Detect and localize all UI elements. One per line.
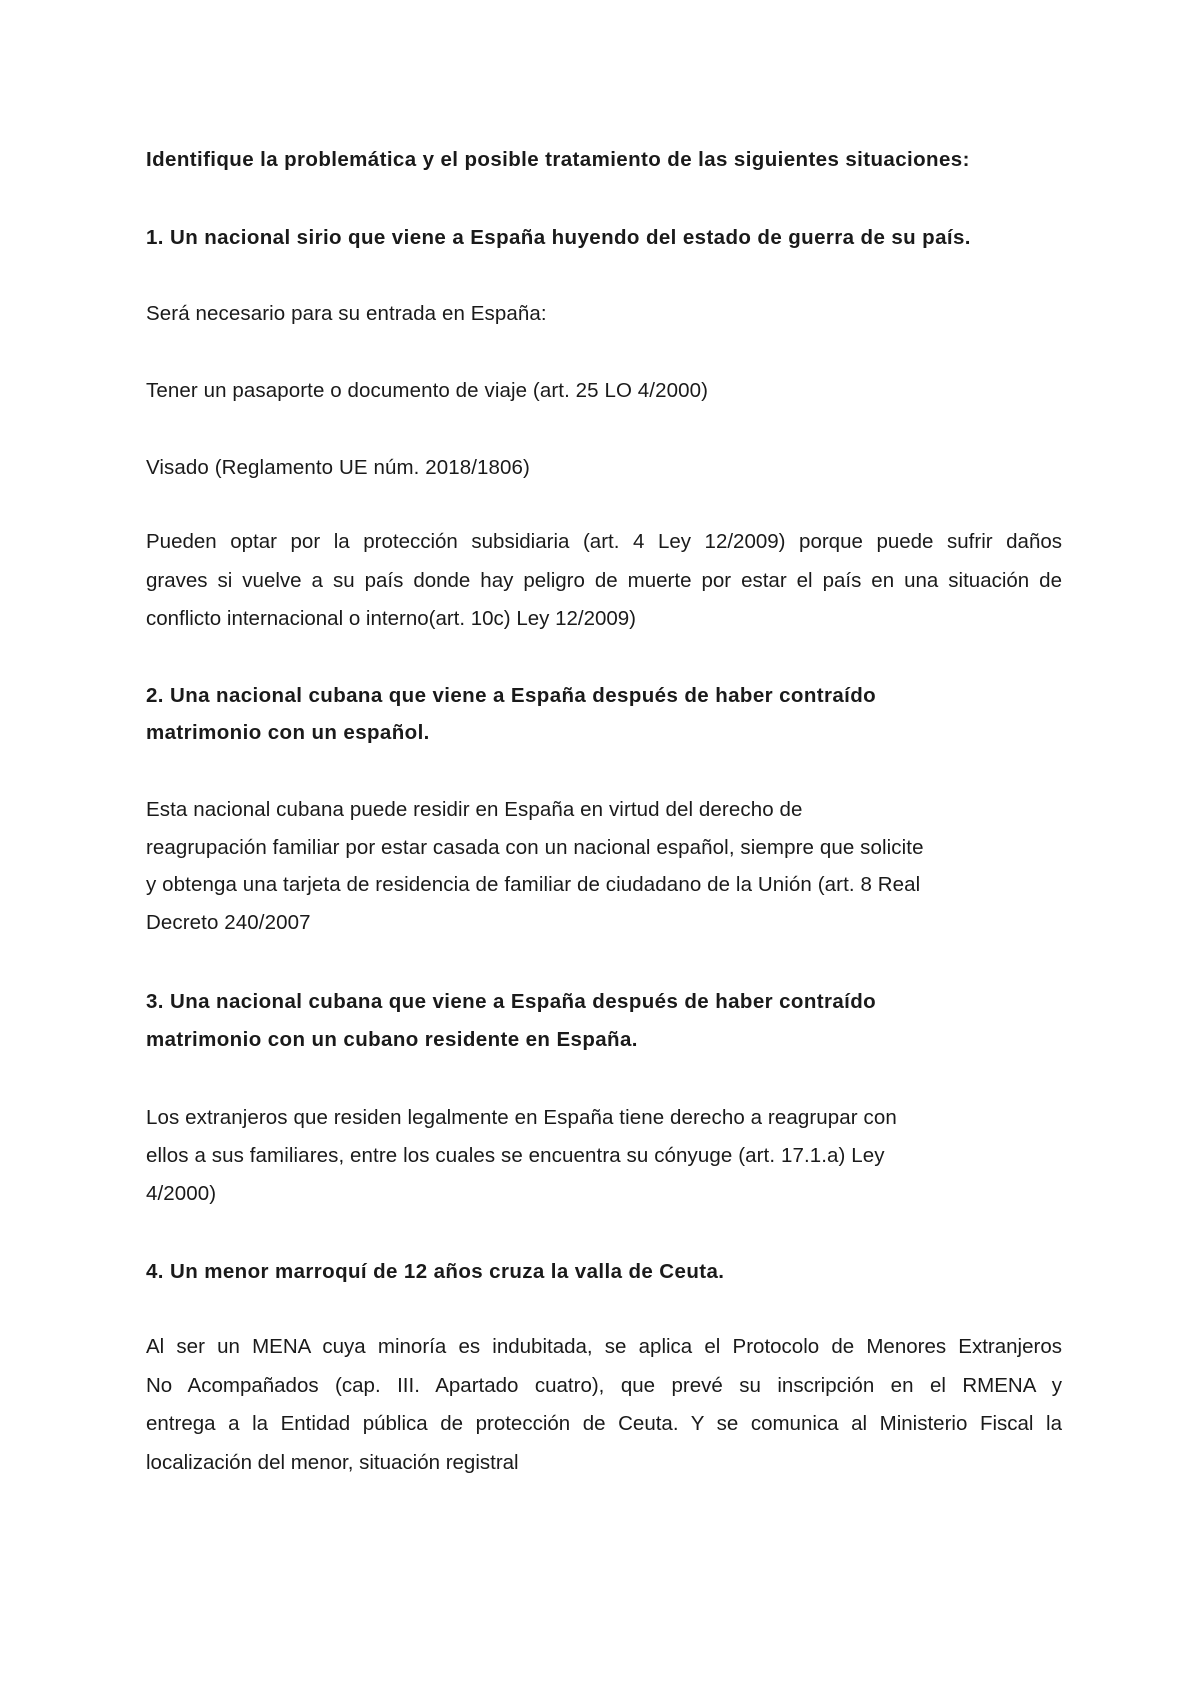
question-3-title-line: matrimonio con un cubano residente en España.	[146, 1028, 638, 1051]
question-2-title-line: matrimonio con un español.	[146, 721, 430, 744]
document-page	[146, 0, 1062, 1696]
question-4-answer-line: Al ser un MENA cuya minoría es indubitada, se aplica el Protocolo de Menores Extranjeros	[146, 1335, 1062, 1358]
question-2-title-line: 2. Una nacional cubana que viene a España después de haber contraído	[146, 684, 877, 707]
question-2-answer-line: y obtenga una tarjeta de residencia de familiar de ciudadano de la Unión (art. 8 Real	[146, 873, 921, 896]
question-4-answer-line: entrega a la Entidad pública de protección de Ceuta. Y se comunica al Ministerio Fiscal la	[146, 1412, 1062, 1435]
question-1-requirement-visa: Visado (Reglamento UE núm. 2018/1806)	[146, 456, 530, 479]
question-1-answer	[146, 523, 1062, 639]
question-3-title-line: 3. Una nacional cubana que viene a España después de haber contraído	[146, 990, 877, 1013]
question-4-answer-line: No Acompañados (cap. III. Apartado cuatro), que prevé su inscripción en el RMENA y	[146, 1373, 1062, 1397]
question-3-answer-line: ellos a sus familiares, entre los cuales se encuentra su cónyuge (art. 17.1.a) Ley	[146, 1144, 885, 1167]
question-3-answer-line: Los extranjeros que residen legalmente en España tiene derecho a reagrupar con	[146, 1106, 897, 1129]
question-1-title: 1. Un nacional sirio que viene a España huyendo del estado de guerra de su país.	[146, 226, 971, 249]
question-4-answer-line: localización del menor, situación registral	[146, 1450, 519, 1474]
question-1-answer-line: conflicto internacional o interno(art. 10c) Ley 12/2009)	[146, 607, 637, 630]
question-1-requirement-passport: Tener un pasaporte o documento de viaje (art. 25 LO 4/2000)	[146, 379, 709, 402]
question-4-answer	[146, 1328, 1062, 1482]
document-heading: Identifique la problemática y el posible tratamiento de las siguientes situaciones:	[146, 148, 970, 171]
question-2-answer-line: Decreto 240/2007	[146, 911, 311, 934]
question-4-title: 4. Un menor marroquí de 12 años cruza la valla de Ceuta.	[146, 1260, 725, 1283]
question-1-answer-line: graves si vuelve a su país donde hay peligro de muerte por estar el país en una situación de	[146, 568, 1062, 592]
question-1-intro: Será necesario para su entrada en España:	[146, 302, 547, 325]
question-2-answer-line: reagrupación familiar por estar casada con un nacional español, siempre que solicite	[146, 836, 924, 859]
question-1-answer-line: Pueden optar por la protección subsidiaria (art. 4 Ley 12/2009) porque puede sufrir daños	[146, 530, 1062, 553]
question-3-answer-line: 4/2000)	[146, 1182, 217, 1205]
question-2-answer-line: Esta nacional cubana puede residir en España en virtud del derecho de	[146, 798, 803, 821]
